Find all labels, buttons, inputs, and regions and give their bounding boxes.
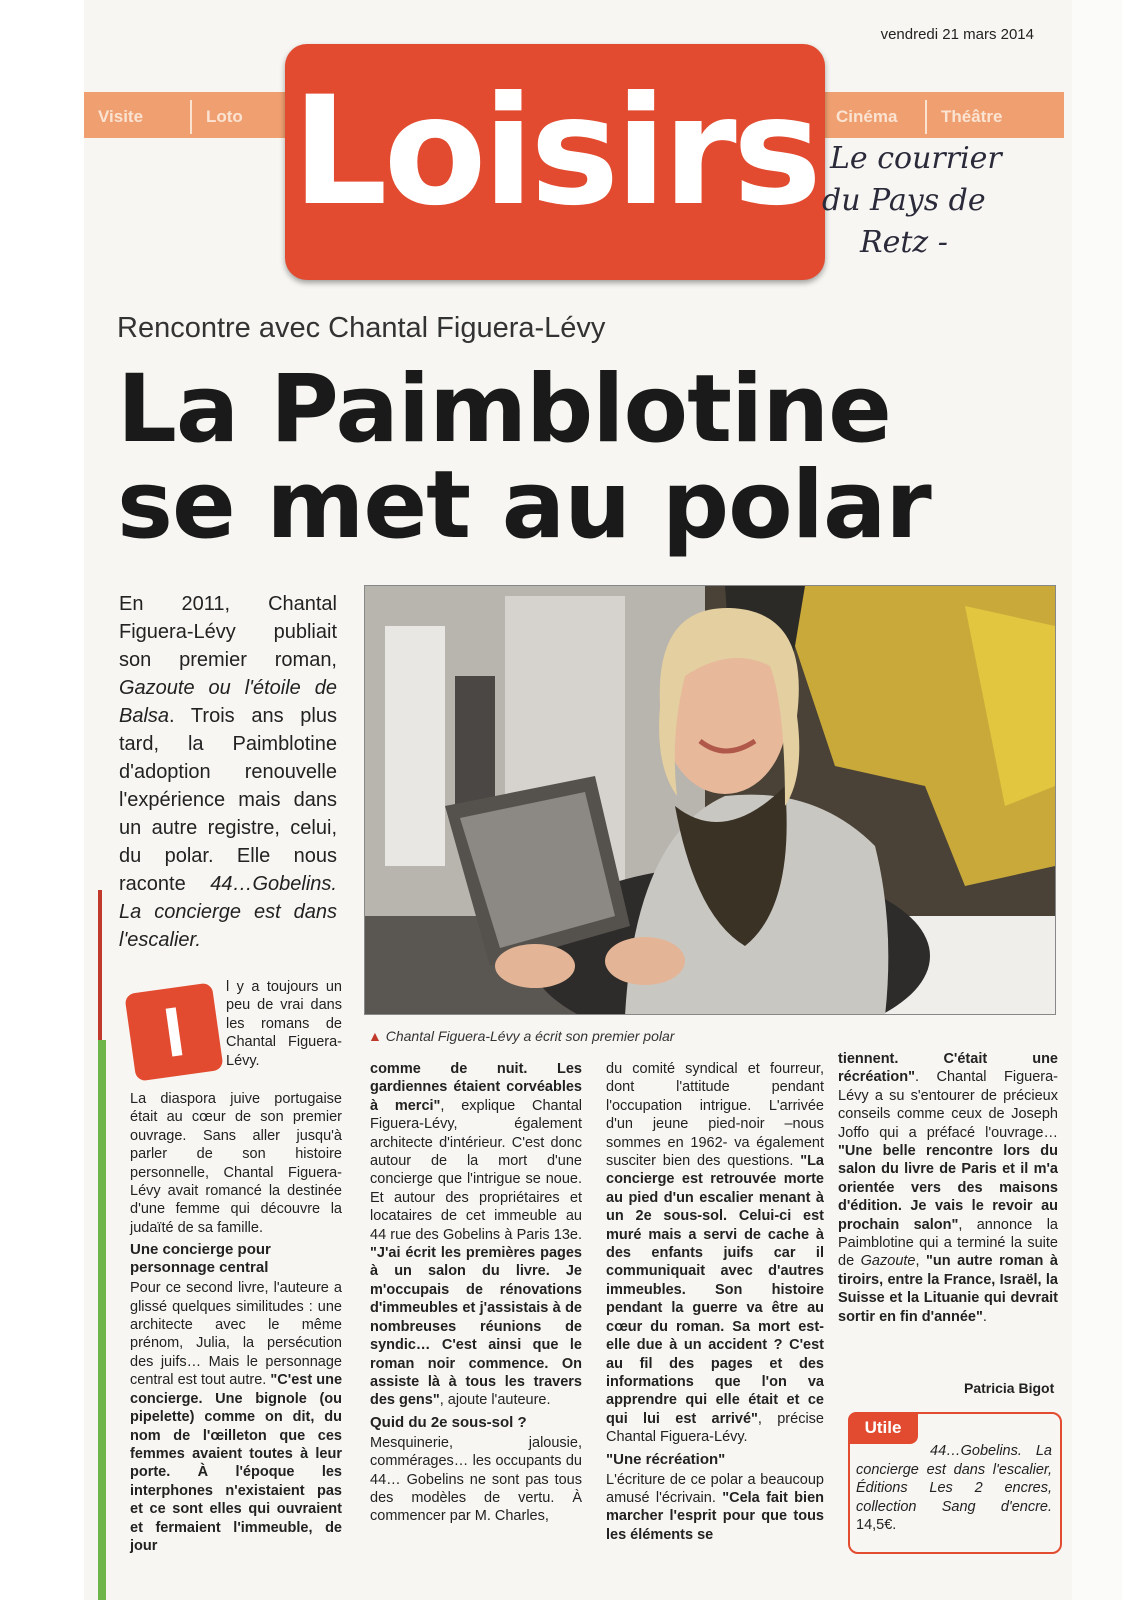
column-2-text-1: , explique Chantal Figuera-Lévy, également architecte d'intérieur. C'est donc autour de la mort d'une concierge que l'intrigue se noue. Et autour des propriétaires et locataires de cet immeuble au 44 rue des Gobelins à Paris 13e. <box>370 1097 582 1243</box>
author-signature: Patricia Bigot <box>964 1380 1055 1396</box>
utile-book-info: 44…Gobelins. La concierge est dans l'escalier, Éditions Les 2 encres, collection Sang d'encre. <box>856 1443 1052 1515</box>
column-4-quote-1: tiennent. C'était une récréation" <box>838 1051 1058 1086</box>
article-headline <box>117 355 1017 560</box>
column-1-lead-end: La diaspora juive portugaise était au cœur de son premier ouvrage. Sans aller jusqu'à parler de son histoire personnelle, Chantal Figuera-Lévy avait romancé la destinée d'une femme qui découvre la judaïté de sa famille. <box>130 1091 342 1236</box>
standfirst-book-title-2: 44…Gobelins. La concierge est dans l'escalier. <box>119 873 337 951</box>
headline-line-2: se met au polar <box>117 451 931 560</box>
green-margin-strip <box>98 1040 106 1600</box>
drop-cap-letter: I <box>158 992 190 1072</box>
drop-cap <box>124 982 223 1081</box>
article-standfirst <box>119 590 337 954</box>
article-kicker: Rencontre avec Chantal Figuera-Lévy <box>117 312 606 344</box>
photo-caption-text: Chantal Figuera-Lévy a écrit son premier polar <box>385 1028 675 1044</box>
standfirst-book-title-1: Gazoute ou l'étoile de Balsa <box>119 677 337 727</box>
photo-caption <box>368 1028 674 1044</box>
column-4-book-title: Gazoute <box>860 1253 916 1270</box>
author-photo <box>364 585 1056 1015</box>
headline-line-1: La Paimblotine <box>117 355 891 464</box>
rubric-tab-theatre: Théâtre <box>925 100 1016 134</box>
rubric-tab-visite: Visite <box>98 107 144 126</box>
column-1-quote: "C'est une concierge. Une bignole (ou pipelette) comme on dit, du nom de l'œilleton que ces femmes avaient toutes à leur porte. À l'époque les interphones n'existaient pas et ce sont elles qui ouvraient et fermaient l'immeuble, de jour <box>130 1372 343 1554</box>
rubric-tab-loto: Loto <box>190 100 257 134</box>
column-3-body-1 <box>606 1060 824 1447</box>
column-1-top <box>226 978 342 1070</box>
column-4-text-1: . Chantal Figuera-Lévy a su s'entourer de précieux conseils comme ceux de Joseph Joffo qui a préfacé l'ouvrage… <box>838 1069 1058 1141</box>
column-3-body-2 <box>606 1471 824 1545</box>
handwritten-note <box>822 138 1060 264</box>
column-3-quote-2: "Cela fait bien marcher l'esprit pour que tous les éléments se <box>606 1489 824 1543</box>
column-1-text: Pour ce second livre, l'auteure a glissé quelques similitudes : une architecte avec le même prénom, Julia, la persécution des juifs… Mais le personnage central est tout autre. <box>130 1280 342 1389</box>
column-3 <box>606 1060 824 1544</box>
scan-margin <box>0 0 84 1600</box>
column-1-lead-start: l y a toujours un peu de vrai dans les romans de Chantal Figuera-Lévy. <box>226 979 342 1069</box>
column-1-subhead: Une concierge pour personnage central <box>130 1241 271 1277</box>
column-3-text-1: du comité syndical et fourreur, dont l'attitude pendant l'occupation intrigue. L'arrivée d'un jeune pied-noir –nous sommes en 1962- va également susciter bien des questions. <box>606 1061 824 1170</box>
utile-label: Utile <box>848 1412 918 1444</box>
column-1 <box>130 1090 342 1555</box>
column-2-body-2: Mesquinerie, jalousie, commérages… les occupants du 44… Gobelins ne sont pas tous des modèles de vertu. À commencer par M. Charles, <box>370 1434 582 1525</box>
utile-price: 14,5€. <box>856 1517 897 1534</box>
caption-triangle-icon: ▲ <box>368 1028 386 1044</box>
column-2-quote-1: comme de nuit. Les gardiennes étaient corvéables à merci" <box>370 1061 582 1114</box>
standfirst-text-2: . Trois ans plus tard, la Paimblotine d'adoption renouvelle l'expérience mais dans un autre registre, celui, du polar. Elle nous raconte <box>119 705 337 895</box>
column-4-text-2: , annonce la Paimblotine qui a terminé la suite de <box>838 1216 1058 1270</box>
section-title: Loisirs <box>291 65 818 239</box>
column-3-text-2: , précise Chantal Figuera-Lévy. <box>606 1410 824 1446</box>
handwritten-line-1: Le courrier <box>830 141 1002 176</box>
column-4-quote-2: "Une belle rencontre lors du salon du livre de Paris et il m'a orientée vers des maisons d'édition. Je vais le revoir au prochain salon" <box>838 1143 1058 1233</box>
column-2-body-1 <box>370 1060 582 1410</box>
column-2 <box>370 1060 582 1526</box>
column-4-text-4: . <box>982 1308 987 1325</box>
standfirst-text-1: En 2011, Chantal Figuera-Lévy publiait son premier roman, <box>119 593 337 671</box>
author-photo-illustration <box>365 586 1055 1014</box>
column-2-quote-2: "J'ai écrit les premières pages à un salon du livre. Je m'occupais de rénovations d'immeubles et j'assistais à de nombreuses réunions de syndic… C'est ainsi que le roman noir commence. On assiste là à tous les travers des gens" <box>370 1245 582 1409</box>
column-3-text-3: L'écriture de ce polar a beaucoup amusé l'écrivain. <box>606 1471 824 1506</box>
column-2-subhead: Quid du 2e sous-sol ? <box>370 1413 527 1431</box>
column-4-text-3: , <box>915 1253 927 1270</box>
section-logo-loisirs <box>285 44 825 280</box>
issue-date: vendredi 21 mars 2014 <box>880 26 1034 43</box>
column-4-quote-3: "un autre roman à tiroirs, entre la France, Israël, la Suisse et la Lituanie qui devrait sortir en fin d'année" <box>838 1253 1058 1325</box>
column-3-subhead: "Une récréation" <box>606 1450 726 1468</box>
column-2-text-2: , ajoute l'auteure. <box>439 1392 551 1409</box>
handwritten-line-3: Retz - <box>860 225 948 260</box>
red-margin-strip <box>98 890 102 1040</box>
column-4-body <box>838 1050 1058 1326</box>
rubric-tab-cinema: Cinéma <box>836 107 898 126</box>
column-3-quote-1: "La concierge est retrouvée morte au pied d'un escalier menant à un 2e sous-sol. Celui-ci est muré mais a servi de cache à des enfants juifs car il communiquait avec d'autres immeubles. Son histoire pendant la guerre va être au cœur du roman. Sa mort est-elle due à un accident ? C'est au fil des pages et des informations que l'on va apprendre qui elle était et ce qui lui est arrivé" <box>606 1153 824 1427</box>
handwritten-line-2: du Pays de <box>822 183 986 218</box>
utile-text <box>856 1432 1052 1535</box>
column-1-body <box>130 1279 342 1555</box>
column-4 <box>838 1050 1058 1326</box>
